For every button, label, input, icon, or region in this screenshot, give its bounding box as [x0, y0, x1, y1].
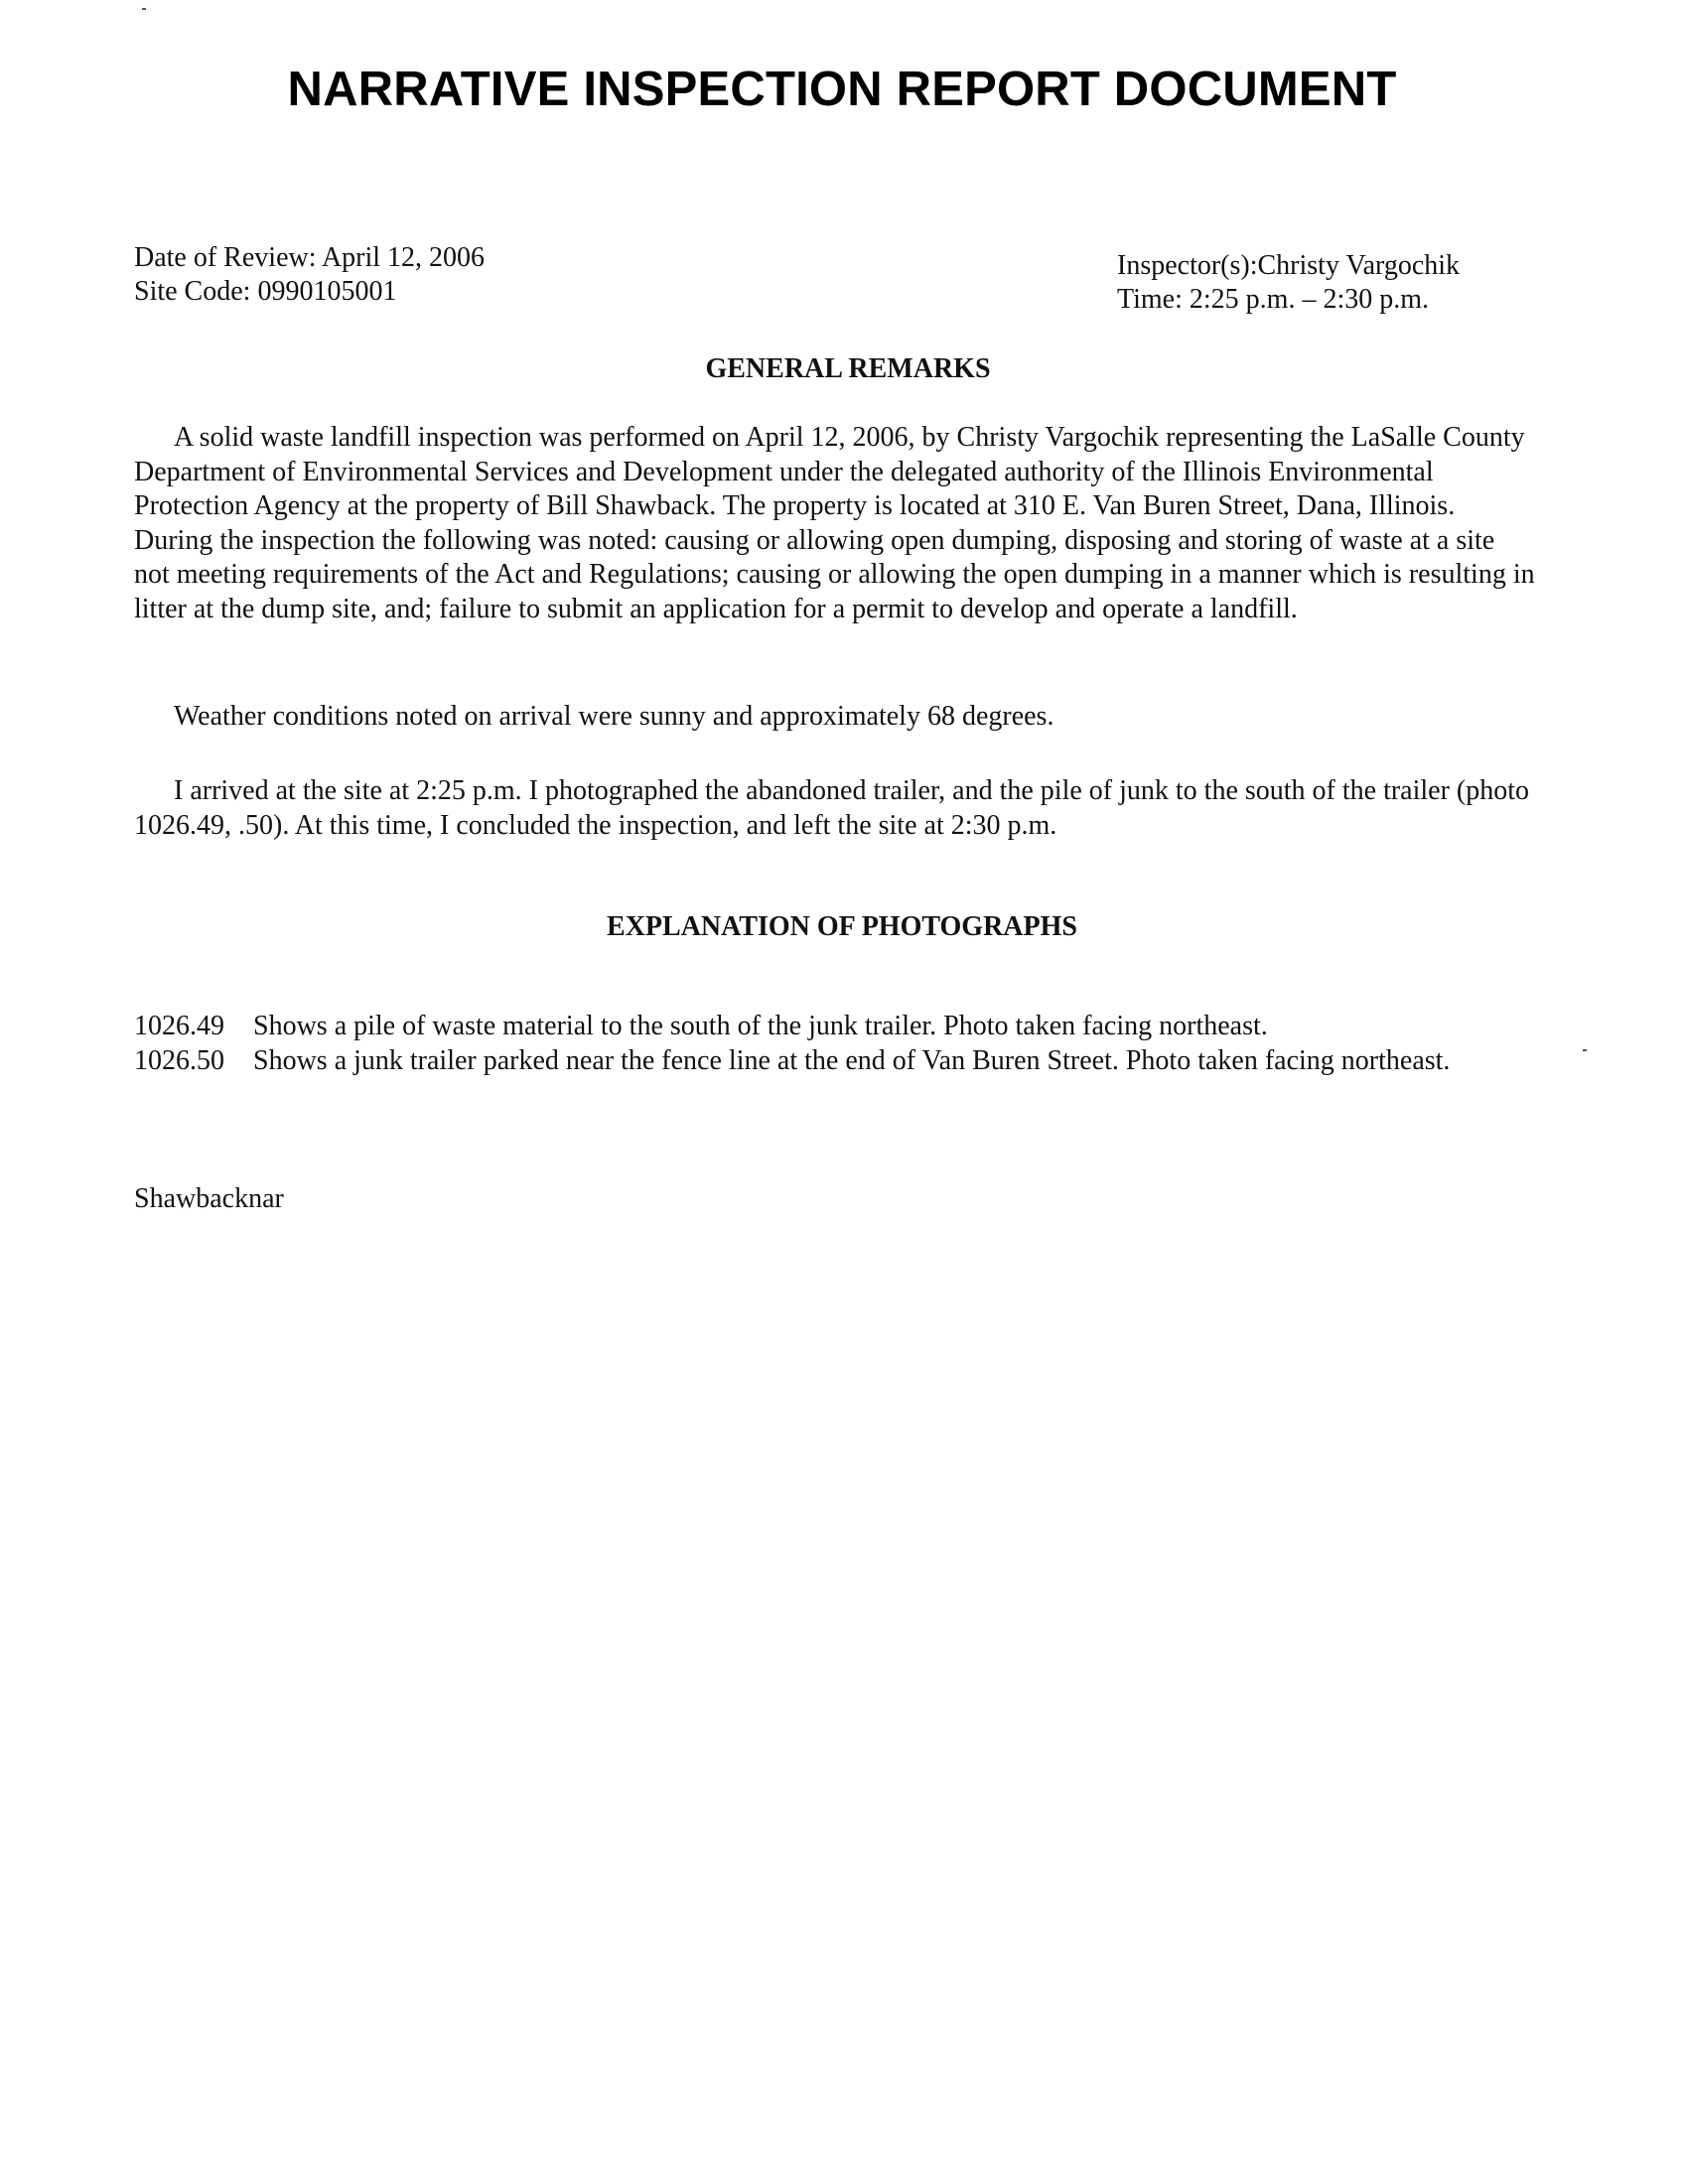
photo-item: [134, 1010, 1574, 1044]
file-name: Shawbacknar: [134, 1183, 284, 1214]
photo-description: Shows a junk trailer parked near the fence line at the end of Van Buren Street. Photo taken facing northeast.: [253, 1044, 1451, 1076]
inspectors: Inspector(s):Christy Vargochik: [1117, 250, 1461, 281]
photo-list: [134, 1010, 1574, 1078]
photo-description: Shows a pile of waste material to the south of the junk trailer. Photo taken facing northeast.: [253, 1011, 1268, 1041]
photographs-heading: EXPLANATION OF PHOTOGRAPHS: [607, 911, 1077, 942]
weather-paragraph: Weather conditions noted on arrival were sunny and approximately 68 degrees.: [174, 701, 1054, 732]
scan-artifact: [142, 8, 146, 10]
remarks-paragraph: A solid waste landfill inspection was performed on April 12, 2006, by Christy Vargochik representing the LaSalle County Department of Environmental Services and Development under the delegated authority of the Illinois Environmental Protection Agency at the property of Bill Shawback. The property is located at 310 E. Van Buren Street, Dana, Illinois. During the inspection the following was noted: causing or allowing open dumping, disposing and storing of waste at a site not meeting requirements of the Act and Regulations; causing or allowing the open dumping in a manner which is resulting in litter at the dump site, and; failure to submit an application for a permit to develop and operate a landfill.: [134, 422, 1535, 624]
meta-left-block: [134, 241, 485, 309]
date-of-review: Date of Review: April 12, 2006: [134, 242, 486, 273]
document-title: NARRATIVE INSPECTION REPORT DOCUMENT: [287, 63, 1397, 116]
inspection-time: Time: 2:25 p.m. – 2:30 p.m.: [1117, 284, 1430, 315]
general-remarks-heading: GENERAL REMARKS: [705, 353, 991, 384]
meta-right-block: [1117, 249, 1460, 317]
photo-item: [134, 1044, 1574, 1079]
scan-artifact: [1583, 1049, 1587, 1051]
photo-id: 1026.49: [134, 1011, 224, 1041]
photo-id: 1026.50: [134, 1044, 224, 1076]
site-code: Site Code: 0990105001: [134, 276, 397, 307]
arrival-paragraph: I arrived at the site at 2:25 p.m. I photographed the abandoned trailer, and the pile of junk to the south of the trailer (photo 1026.49, .50). At this time, I concluded the inspection, and left the site at 2:30 p.m.: [134, 775, 1530, 841]
